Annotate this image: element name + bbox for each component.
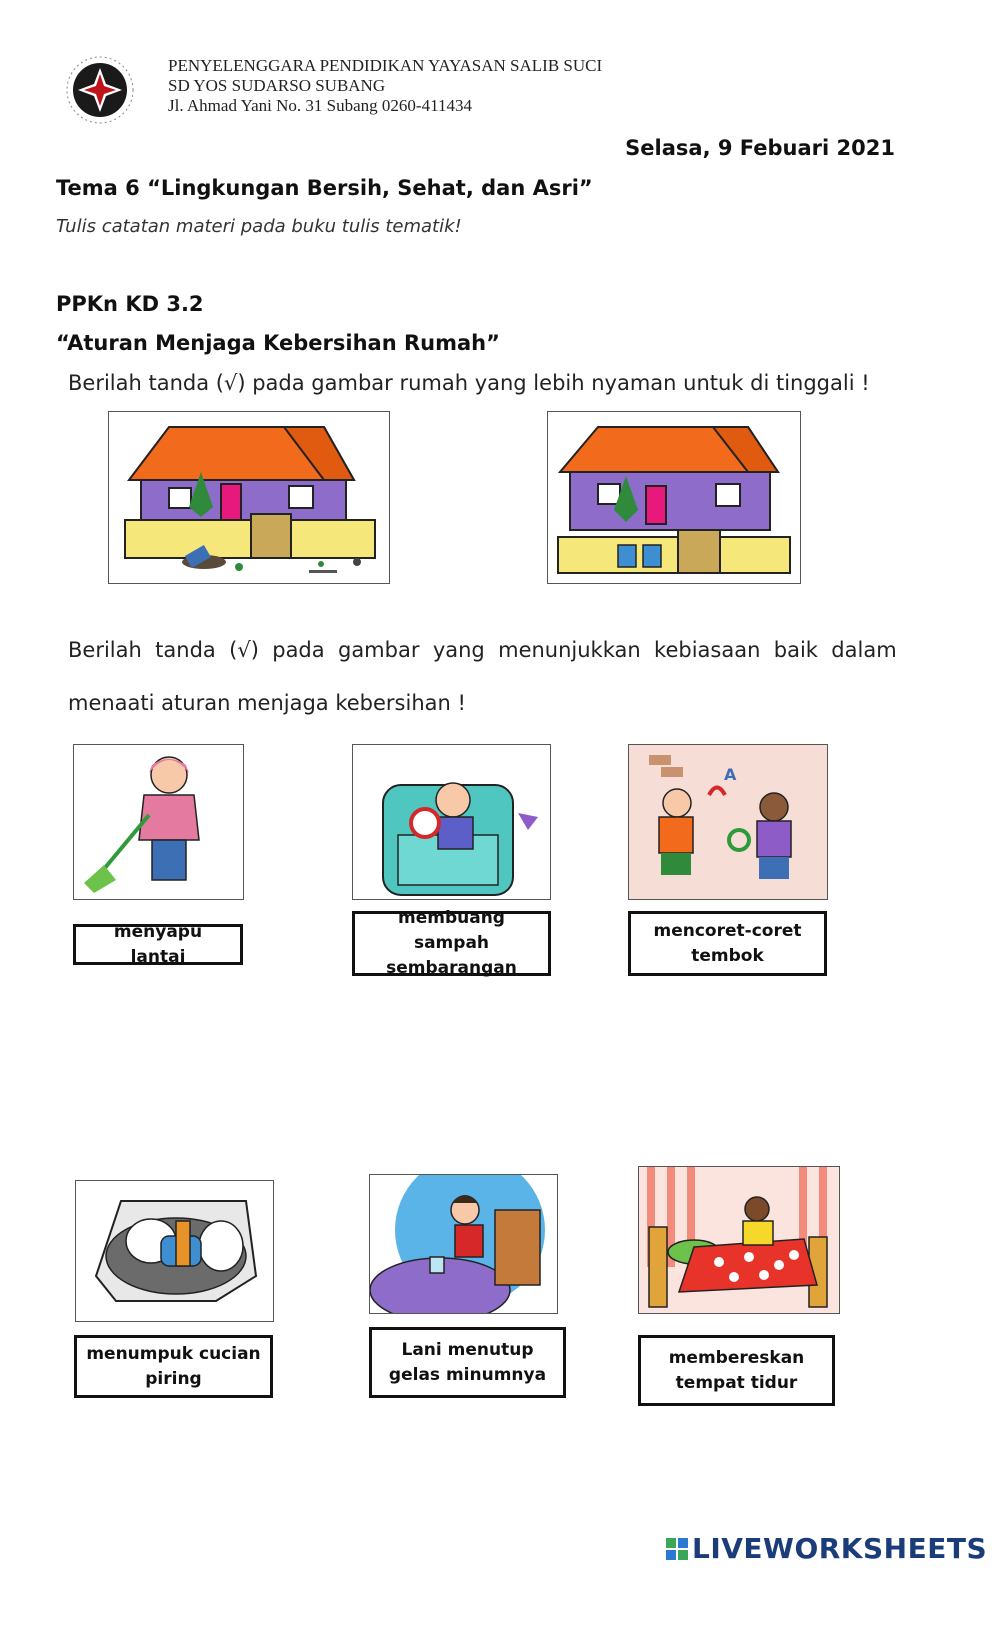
clean-house-image[interactable] — [547, 411, 801, 584]
liveworksheets-logo — [666, 1532, 987, 1565]
sweeping-image[interactable] — [73, 744, 244, 900]
svg-text:A: A — [724, 765, 737, 784]
note: Tulis catatan materi pada buku tulis tematik! — [56, 216, 462, 237]
label-covering-glass[interactable]: Lani menutup gelas minumnya — [369, 1327, 566, 1398]
label-making-bed[interactable]: membereskan tempat tidur — [638, 1335, 835, 1406]
littering-image[interactable] — [352, 744, 551, 900]
watermark-text: LIVEWORKSHEETS — [692, 1532, 988, 1565]
wall-graffiti-image[interactable] — [628, 744, 828, 900]
dirty-dishes-image[interactable] — [75, 1180, 274, 1322]
dirty-house-image[interactable] — [108, 411, 390, 584]
covering-glass-image[interactable] — [369, 1174, 558, 1314]
label-graffiti[interactable]: mencoret-coret tembok — [628, 911, 827, 976]
theme-title: Tema 6 “Lingkungan Bersih, Sehat, dan Asri” — [56, 176, 593, 200]
school-logo — [62, 52, 138, 128]
school-name: SD YOS SUDARSO SUBANG — [168, 76, 386, 95]
instruction-habits-line2: menaati aturan menjaga kebersihan ! — [68, 691, 466, 715]
instruction-habits-line1: Berilah tanda (√) pada gambar yang menunjukkan kebiasaan baik dalam — [68, 638, 897, 662]
date: Selasa, 9 Febuari 2021 — [625, 136, 895, 160]
label-dishes[interactable]: menumpuk cucian piring — [74, 1335, 273, 1398]
lesson-title: “Aturan Menjaga Kebersihan Rumah” — [56, 331, 500, 355]
school-address: Jl. Ahmad Yani No. 31 Subang 0260-411434 — [168, 96, 472, 115]
instruction-houses: Berilah tanda (√) pada gambar rumah yang lebih nyaman untuk di tinggali ! — [68, 371, 870, 395]
label-sweeping[interactable]: menyapu lantai — [73, 924, 243, 965]
foundation-name: PENYELENGGARA PENDIDIKAN YAYASAN SALIB SUCI — [168, 56, 603, 75]
making-bed-image[interactable] — [638, 1166, 840, 1314]
label-littering[interactable]: membuang sampah sembarangan — [352, 911, 551, 976]
liveworksheets-icon — [666, 1538, 688, 1560]
subject: PPKn KD 3.2 — [56, 292, 204, 316]
